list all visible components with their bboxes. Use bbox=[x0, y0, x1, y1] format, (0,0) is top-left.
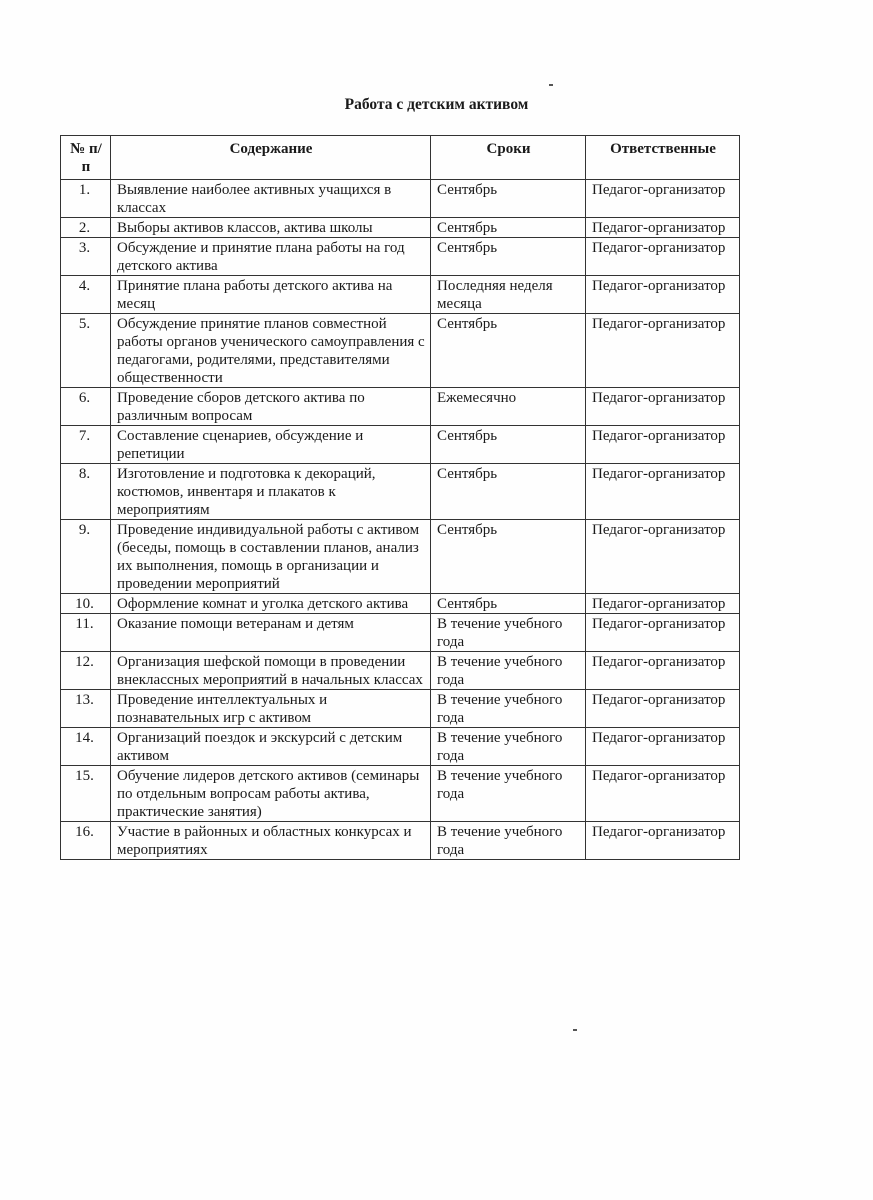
cell-num: 1. bbox=[61, 180, 111, 218]
cell-dates: Последняя неделя месяца bbox=[431, 276, 586, 314]
cell-responsible: Педагог-организатор bbox=[586, 594, 740, 614]
cell-responsible: Педагог-организатор bbox=[586, 276, 740, 314]
cell-responsible: Педагог-организатор bbox=[586, 690, 740, 728]
table-row bbox=[61, 594, 740, 614]
cell-num: 8. bbox=[61, 464, 111, 520]
cell-responsible: Педагог-организатор bbox=[586, 180, 740, 218]
header-content: Содержание bbox=[111, 136, 431, 180]
cell-content: Выборы активов классов, актива школы bbox=[111, 218, 431, 238]
cell-content: Обучение лидеров детского активов (семинары по отдельным вопросам работы актива, практические занятия) bbox=[111, 766, 431, 822]
cell-responsible: Педагог-организатор bbox=[586, 314, 740, 388]
cell-content: Оказание помощи ветеранам и детям bbox=[111, 614, 431, 652]
cell-num: 7. bbox=[61, 426, 111, 464]
cell-responsible: Педагог-организатор bbox=[586, 238, 740, 276]
cell-dates: Ежемесячно bbox=[431, 388, 586, 426]
cell-num: 15. bbox=[61, 766, 111, 822]
cell-content: Обсуждение и принятие плана работы на год детского актива bbox=[111, 238, 431, 276]
cell-dates: В течение учебного года bbox=[431, 728, 586, 766]
cell-content: Проведение сборов детского актива по различным вопросам bbox=[111, 388, 431, 426]
cell-num: 2. bbox=[61, 218, 111, 238]
cell-content: Принятие плана работы детского актива на месяц bbox=[111, 276, 431, 314]
cell-num: 5. bbox=[61, 314, 111, 388]
table-row bbox=[61, 276, 740, 314]
cell-dates: Сентябрь bbox=[431, 594, 586, 614]
activity-plan-table bbox=[60, 135, 740, 860]
table-row bbox=[61, 652, 740, 690]
cell-num: 16. bbox=[61, 822, 111, 860]
cell-dates: В течение учебного года bbox=[431, 614, 586, 652]
table-row bbox=[61, 520, 740, 594]
table-body bbox=[61, 180, 740, 860]
cell-responsible: Педагог-организатор bbox=[586, 766, 740, 822]
cell-content: Проведение интеллектуальных и познавательных игр с активом bbox=[111, 690, 431, 728]
table-row bbox=[61, 822, 740, 860]
scan-speck bbox=[573, 1029, 577, 1031]
cell-num: 14. bbox=[61, 728, 111, 766]
cell-responsible: Педагог-организатор bbox=[586, 614, 740, 652]
cell-dates: Сентябрь bbox=[431, 520, 586, 594]
cell-dates: В течение учебного года bbox=[431, 822, 586, 860]
cell-responsible: Педагог-организатор bbox=[586, 388, 740, 426]
cell-num: 13. bbox=[61, 690, 111, 728]
table-row bbox=[61, 218, 740, 238]
cell-content: Участие в районных и областных конкурсах и мероприятиях bbox=[111, 822, 431, 860]
cell-num: 6. bbox=[61, 388, 111, 426]
table-header-row bbox=[61, 136, 740, 180]
cell-dates: Сентябрь bbox=[431, 218, 586, 238]
cell-dates: Сентябрь bbox=[431, 464, 586, 520]
header-num: № п/п bbox=[61, 136, 111, 180]
cell-dates: В течение учебного года bbox=[431, 690, 586, 728]
cell-dates: Сентябрь bbox=[431, 314, 586, 388]
cell-content: Выявление наиболее активных учащихся в классах bbox=[111, 180, 431, 218]
cell-responsible: Педагог-организатор bbox=[586, 218, 740, 238]
cell-num: 4. bbox=[61, 276, 111, 314]
cell-num: 12. bbox=[61, 652, 111, 690]
table-row bbox=[61, 314, 740, 388]
cell-responsible: Педагог-организатор bbox=[586, 728, 740, 766]
cell-num: 3. bbox=[61, 238, 111, 276]
table-row bbox=[61, 426, 740, 464]
cell-content: Оформление комнат и уголка детского актива bbox=[111, 594, 431, 614]
table-row bbox=[61, 766, 740, 822]
cell-responsible: Педагог-организатор bbox=[586, 426, 740, 464]
cell-content: Проведение индивидуальной работы с активом (беседы, помощь в составлении планов, анализ их выполнения, помощь в организации и проведении мероприятий bbox=[111, 520, 431, 594]
table-row bbox=[61, 614, 740, 652]
table-row bbox=[61, 238, 740, 276]
cell-num: 9. bbox=[61, 520, 111, 594]
table-row bbox=[61, 464, 740, 520]
cell-content: Изготовление и подготовка к декораций, костюмов, инвентаря и плакатов к мероприятиям bbox=[111, 464, 431, 520]
cell-content: Составление сценариев, обсуждение и репетиции bbox=[111, 426, 431, 464]
cell-dates: В течение учебного года bbox=[431, 766, 586, 822]
table-row bbox=[61, 728, 740, 766]
cell-num: 11. bbox=[61, 614, 111, 652]
cell-dates: Сентябрь bbox=[431, 238, 586, 276]
cell-responsible: Педагог-организатор bbox=[586, 822, 740, 860]
cell-dates: Сентябрь bbox=[431, 426, 586, 464]
header-responsible: Ответственные bbox=[586, 136, 740, 180]
table-row bbox=[61, 388, 740, 426]
cell-dates: Сентябрь bbox=[431, 180, 586, 218]
scan-speck bbox=[549, 84, 553, 86]
page-title: Работа с детским активом bbox=[344, 96, 529, 113]
table-row bbox=[61, 180, 740, 218]
cell-responsible: Педагог-организатор bbox=[586, 464, 740, 520]
cell-responsible: Педагог-организатор bbox=[586, 652, 740, 690]
cell-dates: В течение учебного года bbox=[431, 652, 586, 690]
header-dates: Сроки bbox=[431, 136, 586, 180]
cell-responsible: Педагог-организатор bbox=[586, 520, 740, 594]
cell-num: 10. bbox=[61, 594, 111, 614]
cell-content: Обсуждение принятие планов совместной работы органов ученического самоуправления с педагогами, родителями, представителями общественности bbox=[111, 314, 431, 388]
table-row bbox=[61, 690, 740, 728]
cell-content: Организация шефской помощи в проведении внеклассных мероприятий в начальных классах bbox=[111, 652, 431, 690]
cell-content: Организаций поездок и экскурсий с детским активом bbox=[111, 728, 431, 766]
